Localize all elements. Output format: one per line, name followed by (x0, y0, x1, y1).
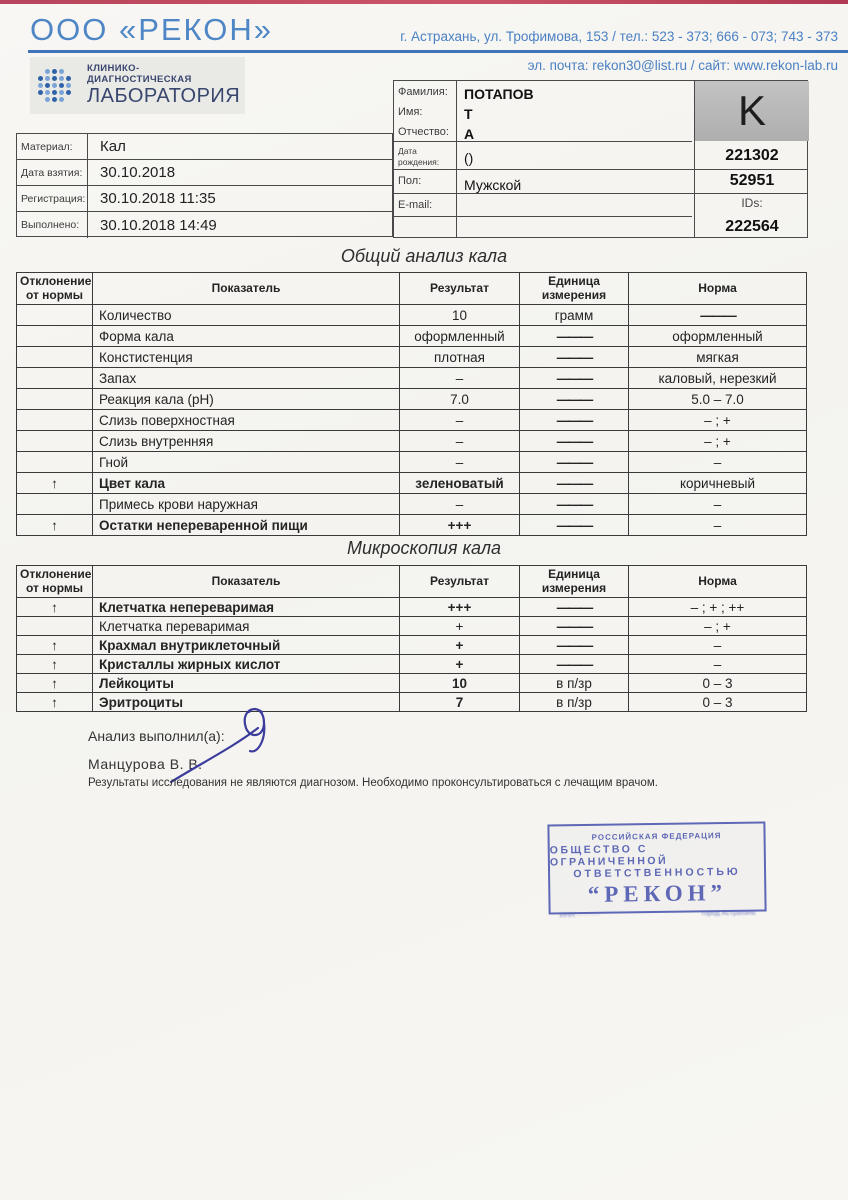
section-title-microscopy: Микроскопия кала (346, 538, 502, 558)
surname-value: ПОТАПОВ (464, 86, 534, 102)
deviation-arrow (17, 326, 93, 347)
microscopy-table (16, 565, 807, 712)
norm-value: ——— (629, 305, 807, 326)
norm-value: – (629, 494, 807, 515)
result-value: + (400, 655, 520, 674)
param-name: Клетчатка переваримая (93, 617, 400, 636)
param-name: Остатки непереваренной пищи (93, 515, 400, 536)
stamp-city: город Астрахань (701, 909, 756, 918)
general-analysis-table (16, 272, 807, 536)
param-name: Клетчатка непереваримая (93, 598, 400, 617)
table-row (17, 431, 807, 452)
result-value: – (400, 368, 520, 389)
table-row-abnormal (17, 636, 807, 655)
norm-value: 0 – 3 (629, 693, 807, 712)
stamp-inn: ИНН ·········· (559, 911, 601, 920)
param-name: Крахмал внутриклеточный (93, 636, 400, 655)
table-row (17, 410, 807, 431)
performed-by-name: Манцурова В. В. (88, 756, 203, 772)
patient-code-1: 221302 (725, 147, 779, 164)
norm-value: мягкая (629, 347, 807, 368)
col-norm: Норма (629, 273, 807, 305)
section-title-general: Общий анализ кала (340, 246, 508, 266)
deviation-arrow (17, 452, 93, 473)
norm-value: – ; + (629, 617, 807, 636)
col-unit: Единица измерения (520, 273, 629, 305)
result-value: 7 (400, 693, 520, 712)
col-param: Показатель (93, 566, 400, 598)
param-name: Слизь внутренняя (93, 431, 400, 452)
norm-value: 5.0 – 7.0 (629, 389, 807, 410)
param-name: Гной (93, 452, 400, 473)
logo-title: ЛАБОРАТОРИЯ (87, 85, 241, 107)
result-value: – (400, 494, 520, 515)
result-value: + (400, 617, 520, 636)
param-name: Количество (93, 305, 400, 326)
col-unit: Единица измерения (520, 566, 629, 598)
sample-row (17, 160, 392, 186)
sex-label: Пол: (398, 175, 422, 187)
table-row (17, 617, 807, 636)
stamp-company-name: “РЕКОН” (587, 880, 728, 907)
unit-value: ——— (520, 452, 629, 473)
unit-value: ——— (520, 494, 629, 515)
unit-value: ——— (520, 473, 629, 494)
unit-value: в п/зр (520, 693, 629, 712)
sample-label: Регистрация: (17, 186, 88, 211)
sample-row (17, 134, 392, 160)
logo-subtitle: КЛИНИКО-ДИАГНОСТИЧЕСКАЯ (87, 63, 192, 85)
deviation-arrow (17, 410, 93, 431)
deviation-arrow: ↑ (17, 598, 93, 617)
unit-value: ——— (520, 655, 629, 674)
unit-value: ——— (520, 389, 629, 410)
deviation-arrow: ↑ (17, 674, 93, 693)
stamp-entity-line2: ОТВЕТСТВЕННОСТЬЮ (573, 865, 741, 881)
sample-label: Материал: (17, 134, 88, 159)
sample-row (17, 212, 392, 238)
param-name: Примесь крови наружная (93, 494, 400, 515)
result-value: 7.0 (400, 389, 520, 410)
norm-value: – ; + (629, 410, 807, 431)
param-name: Лейкоциты (93, 674, 400, 693)
deviation-arrow (17, 347, 93, 368)
unit-value: в п/зр (520, 674, 629, 693)
table-row-abnormal (17, 473, 807, 494)
unit-value: ——— (520, 515, 629, 536)
table-row-abnormal (17, 693, 807, 712)
param-name: Цвет кала (93, 473, 400, 494)
deviation-arrow (17, 368, 93, 389)
table-row-abnormal (17, 674, 807, 693)
deviation-arrow: ↑ (17, 693, 93, 712)
deviation-arrow: ↑ (17, 473, 93, 494)
table-row (17, 326, 807, 347)
norm-value: – ; + ; ++ (629, 598, 807, 617)
deviation-arrow: ↑ (17, 515, 93, 536)
unit-value: ——— (520, 347, 629, 368)
deviation-arrow (17, 389, 93, 410)
col-param: Показатель (93, 273, 400, 305)
surname-label: Фамилия: (398, 86, 448, 98)
sample-label: Выполнено: (17, 212, 88, 238)
result-value: – (400, 431, 520, 452)
result-value: оформленный (400, 326, 520, 347)
patronymic-value: А (464, 126, 475, 142)
email-label: E-mail: (398, 199, 433, 211)
unit-value: ——— (520, 326, 629, 347)
sample-info-table (16, 133, 393, 237)
patronymic-label: Отчество: (398, 126, 449, 138)
table-row (17, 305, 807, 326)
col-deviation: Отклонение от нормы (17, 566, 93, 598)
norm-value: – (629, 655, 807, 674)
patient-info-table (393, 80, 808, 238)
email-value (456, 196, 464, 199)
table-row-abnormal (17, 515, 807, 536)
col-norm: Норма (629, 566, 807, 598)
unit-value: ——— (520, 410, 629, 431)
norm-value: – (629, 636, 807, 655)
norm-value: коричневый (629, 473, 807, 494)
result-value: + (400, 636, 520, 655)
table-header-row (17, 273, 807, 305)
scan-edge-artifact (0, 0, 848, 4)
disclaimer-text: Результаты исследования не являются диагнозом. Необходимо проконсультироваться с лечащим врачом. (88, 777, 658, 789)
param-name: Реакция кала (pH) (93, 389, 400, 410)
unit-value: ——— (520, 617, 629, 636)
sample-value: 30.10.2018 14:49 (100, 216, 217, 234)
table-row (17, 368, 807, 389)
unit-value: ——— (520, 598, 629, 617)
norm-value: – (629, 452, 807, 473)
company-stamp (547, 821, 766, 920)
result-value: 10 (400, 305, 520, 326)
dots-logo-icon (38, 69, 71, 102)
name-label: Имя: (398, 106, 423, 118)
param-name: Слизь поверхностная (93, 410, 400, 431)
stamp-entity-line1: ОБЩЕСТВО С ОГРАНИЧЕННОЙ (549, 843, 669, 869)
performed-by-label: Анализ выполнил(а): (88, 728, 225, 744)
ids-value: 222564 (725, 218, 779, 235)
param-name: Эритроциты (93, 693, 400, 712)
param-name: Запах (93, 368, 400, 389)
param-name: Кристаллы жирных кислот (93, 655, 400, 674)
deviation-arrow: ↑ (17, 636, 93, 655)
table-row (17, 452, 807, 473)
result-value: зеленоватый (400, 473, 520, 494)
birthdate-value: () (464, 150, 474, 166)
deviation-arrow (17, 494, 93, 515)
result-value: – (400, 410, 520, 431)
norm-value: оформленный (629, 326, 807, 347)
deviation-arrow: ↑ (17, 655, 93, 674)
unit-value: ——— (520, 636, 629, 655)
unit-value: ——— (520, 368, 629, 389)
result-value: плотная (400, 347, 520, 368)
deviation-arrow (17, 305, 93, 326)
unit-value: грамм (520, 305, 629, 326)
norm-value: – ; + (629, 431, 807, 452)
company-title: ООО «РЕКОН» (30, 12, 273, 47)
deviation-arrow (17, 617, 93, 636)
sample-row (17, 186, 392, 212)
sample-value: 30.10.2018 11:35 (100, 190, 216, 207)
sample-type-letter: K (695, 81, 809, 141)
sample-label: Дата взятия: (17, 160, 88, 185)
lab-logo (30, 57, 245, 114)
contact-line: эл. почта: rekon30@list.ru / сайт: www.rekon-lab.ru (527, 58, 838, 73)
ids-label: IDs: (741, 196, 763, 210)
result-value: 10 (400, 674, 520, 693)
result-value: +++ (400, 515, 520, 536)
birthdate-label: Дата рождения: (398, 146, 440, 168)
stamp-country: РОССИЙСКАЯ ФЕДЕРАЦИЯ (591, 831, 722, 842)
norm-value: каловый, нерезкий (629, 368, 807, 389)
table-row (17, 494, 807, 515)
sample-value: 30.10.2018 (100, 164, 176, 181)
sample-value: Кал (100, 138, 126, 155)
param-name: Форма кала (93, 326, 400, 347)
patient-code-2: 52951 (729, 172, 775, 189)
col-result: Результат (400, 273, 520, 305)
table-header-row (17, 566, 807, 598)
table-row (17, 389, 807, 410)
param-name: Констистенция (93, 347, 400, 368)
result-value: – (400, 452, 520, 473)
name-value: Т (464, 106, 473, 122)
header-rule (28, 50, 848, 53)
table-row-abnormal (17, 655, 807, 674)
norm-value: 0 – 3 (629, 674, 807, 693)
col-deviation: Отклонение от нормы (17, 273, 93, 305)
result-value: +++ (400, 598, 520, 617)
table-row (17, 347, 807, 368)
signature-scribble (165, 700, 300, 788)
deviation-arrow (17, 431, 93, 452)
address-line: г. Астрахань, ул. Трофимова, 153 / тел.: 523 - 373; 666 - 073; 743 - 373 (400, 29, 838, 44)
unit-value: ——— (520, 431, 629, 452)
norm-value: – (629, 515, 807, 536)
col-result: Результат (400, 566, 520, 598)
sex-value: Мужской (464, 177, 522, 193)
table-row-abnormal (17, 598, 807, 617)
